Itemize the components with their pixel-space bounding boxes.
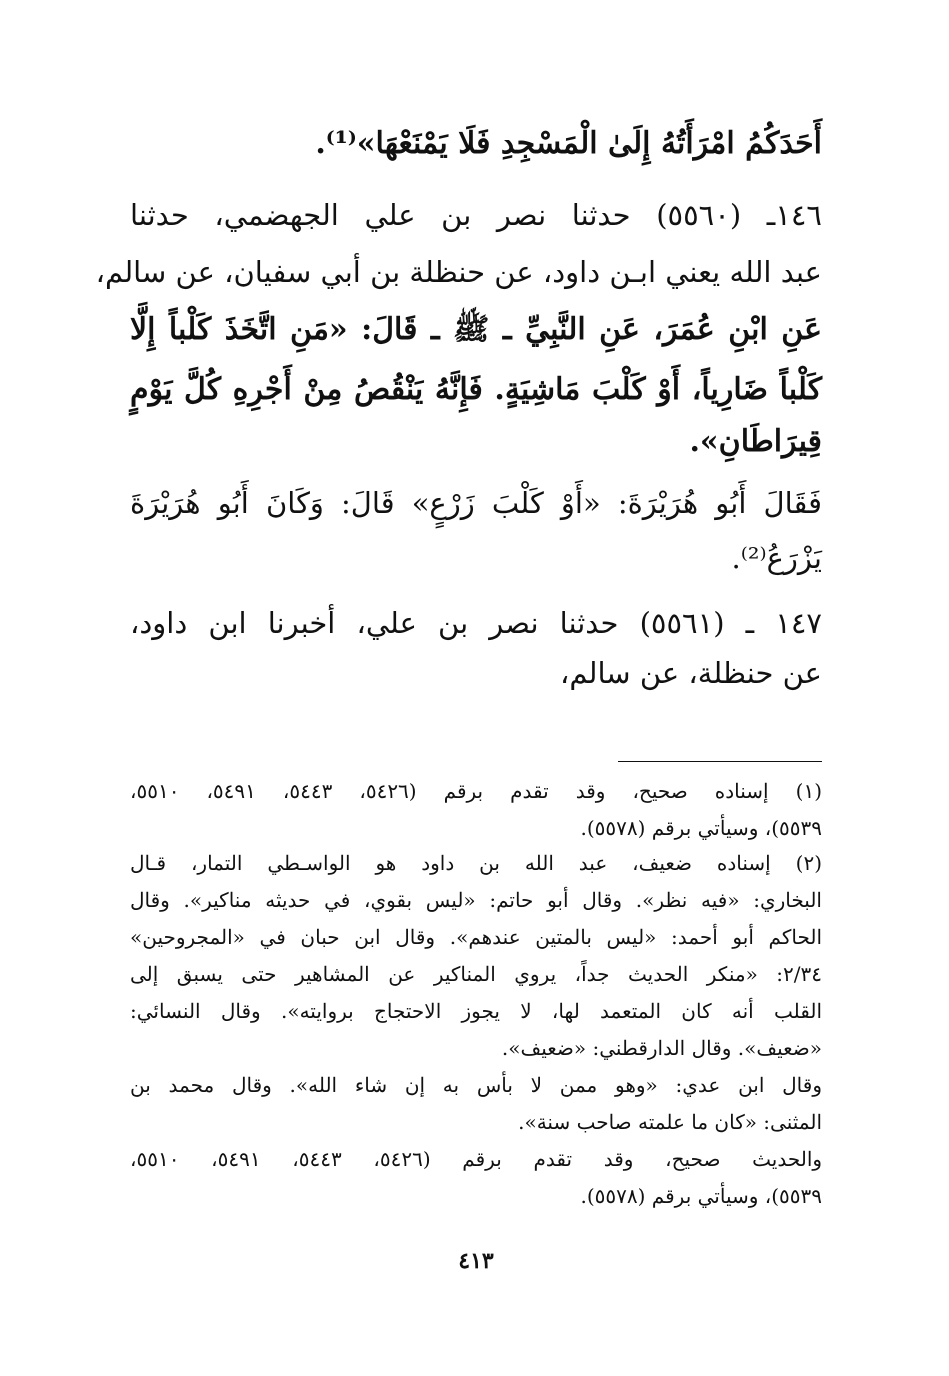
footnote-line: البخاري: «فيه نظر». وقال أبو حاتم: «ليس بقوي، في حديثه مناكير». وقال	[130, 888, 822, 912]
footnote-line: ٥٥٣٩)، وسيأتي برقم (٥٥٧٨).	[580, 816, 822, 840]
footnote-separator	[618, 761, 822, 762]
hadith-text-line: قِيرَاطَانِ».	[689, 424, 822, 459]
footnote-line: وقال ابن عدي: «وهو ممن لا بأس به إن شاء الله». وقال محمد بن	[130, 1073, 822, 1097]
page-number: ٤١٣	[458, 1248, 494, 1274]
footnote-line: والحديث صحيح، وقد تقدم برقم (٥٤٢٦، ٥٤٤٣، ٥٤٩١، ٥٥١٠،	[130, 1147, 823, 1171]
footnote-line: القلب أنه كان المتعمد لها، لا يجوز الاحتجاج بروايته». وقال النسائي:	[130, 999, 823, 1023]
footnote-line: الحاكم أبو أحمد: «ليس بالمتين عندهم». وقال ابن حبان في «المجروحين»	[130, 925, 823, 949]
footnote-line: ٥٥٣٩)، وسيأتي برقم (٥٥٧٨).	[580, 1184, 822, 1208]
hadith-text-line: كَلْباً ضَارِياً، أَوْ كَلْبَ مَاشِيَةٍ. فَإِنَّهُ يَنْقُصُ مِنْ أَجْرِهِ كُلَّ يَوْمٍ	[130, 372, 822, 407]
footnote-line: المثنى: «كان ما علمته صاحب سنة».	[518, 1110, 822, 1134]
footnote-line: «ضعيف». وقال الدارقطني: «ضعيف».	[501, 1036, 822, 1060]
isnad-line: ١٤٧ ـ (٥٥٦١) حدثنا نصر بن علي، أخبرنا ابن داود،	[130, 606, 822, 640]
footnote-line: (١) إسناده صحيح، وقد تقدم برقم (٥٤٢٦، ٥٤٤٣، ٥٤٩١، ٥٥١٠،	[130, 779, 823, 803]
hadith-text-line: يَزْرَعُ⁽²⁾.	[731, 541, 822, 575]
isnad-line: عبد الله يعني ابـن داود، عن حنظلة بن أبي سفيان، عن سالم،	[95, 255, 822, 289]
isnad-line: عن حنظلة، عن سالم،	[559, 656, 822, 690]
footnote-line: (٢) إسناده ضعيف، عبد الله بن داود هو الواسـطي التمار، قـال	[130, 851, 822, 875]
footnote-line: ٢/٣٤: «منكر الحديث جداً، يروي المناكير عن المشاهير حتى يسبق إلى	[130, 962, 822, 986]
hadith-text-line: عَنِ ابْنِ عُمَرَ، عَنِ النَّبِيِّ ـ ﷺ ـ قَالَ: «مَنِ اتَّخَذَ كَلْباً إِلَّا	[130, 312, 822, 347]
hadith-text-line: فَقَالَ أَبُو هُرَيْرَةَ: «أَوْ كَلْبَ زَرْعٍ» قَالَ: وَكَانَ أَبُو هُرَيْرَةَ	[130, 486, 822, 520]
isnad-line: ١٤٦ـ (٥٥٦٠) حدثنا نصر بن علي الجهضمي، حدثنا	[130, 198, 823, 232]
hadith-text-line: أَحَدَكُمُ امْرَأَتُهُ إِلَىٰ الْمَسْجِدِ فَلَا يَمْنَعْهَا»⁽¹⁾.	[315, 126, 822, 161]
book-page	[95, 100, 823, 1340]
